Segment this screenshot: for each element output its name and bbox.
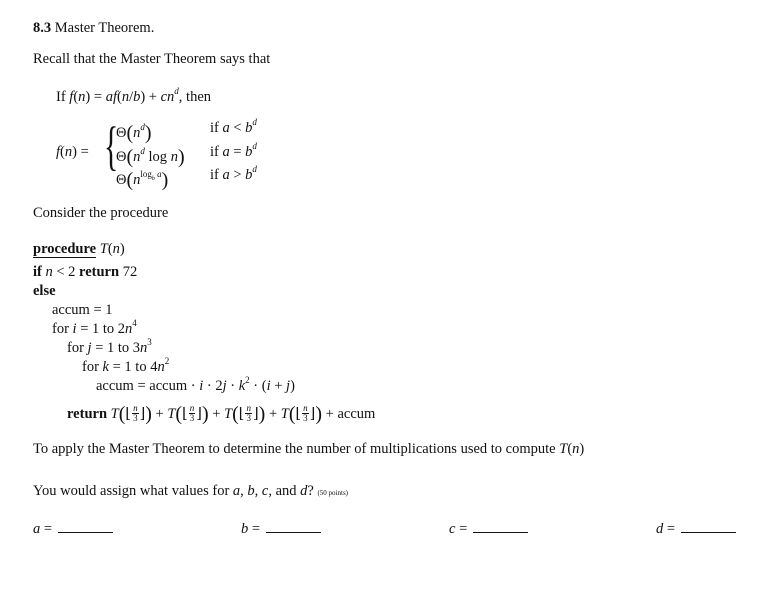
answer-d: d = xyxy=(656,520,736,537)
points-label: (50 points) xyxy=(317,489,348,497)
case-2-formula: $\Theta(n^d$ log n) xyxy=(116,146,185,168)
question-text: You would assign what values for a, b, c, and d? (50 points) xyxy=(33,483,348,499)
answer-d-blank[interactable] xyxy=(681,520,736,533)
for-j-line: for j = 1 to $3n^3$ xyxy=(67,337,152,356)
accum-update-line: accum = accum · $i \cdot 2j \cdot k^2 \cdot (i + j)$ xyxy=(96,375,295,394)
answer-a-blank[interactable] xyxy=(58,520,113,533)
procedure-else-line: else xyxy=(33,283,56,299)
case-3-condition: if $a > b^d$ xyxy=(210,164,257,183)
procedure-header: procedure T(n) xyxy=(33,241,125,257)
answer-c-blank[interactable] xyxy=(473,520,528,533)
return-line: return T(⌊ $\frac{n}{3}$ ⌋) + T(⌊ $\frac{n}{3}$ ⌋) + T(⌊ $\frac{n}{3}$ ⌋) + T(⌊ $\frac{n}{3}$ ⌋) + accum xyxy=(67,403,376,425)
procedure-if-line: if n < 2 return 72 xyxy=(33,264,138,280)
answer-b: b = xyxy=(241,520,321,537)
case-2-condition: if $a = b^d$ xyxy=(210,141,257,160)
case-1-formula: $\Theta(n^d)$ xyxy=(116,122,152,144)
intro-text: Recall that the Master Theorem says that xyxy=(33,51,271,67)
section-heading xyxy=(33,21,154,36)
consider-text: Consider the procedure xyxy=(33,205,169,221)
theorem-condition: If $f(n) = af(n/b) + cn^d$, then xyxy=(56,86,212,105)
apply-text: To apply the Master Theorem to determine the number of multiplications used to compute T(n) xyxy=(33,441,585,457)
section-number: 8.3 xyxy=(33,20,52,36)
case-3-formula: $\Theta(n^{log_b a})$ xyxy=(116,169,169,191)
piecewise-brace: { xyxy=(104,116,119,176)
answer-b-blank[interactable] xyxy=(266,520,321,533)
section-title: Master Theorem. xyxy=(54,20,155,36)
theorem-lhs: f(n) = xyxy=(56,144,89,160)
for-i-line: for i = 1 to $2n^4$ xyxy=(52,318,137,337)
case-1-condition: if $a < b^d$ xyxy=(210,117,257,136)
for-k-line: for k = 1 to $4n^2$ xyxy=(82,356,170,375)
answer-c: c = xyxy=(449,520,528,537)
answer-a: a = xyxy=(33,520,113,537)
accum-init-line: accum = 1 xyxy=(52,302,113,318)
